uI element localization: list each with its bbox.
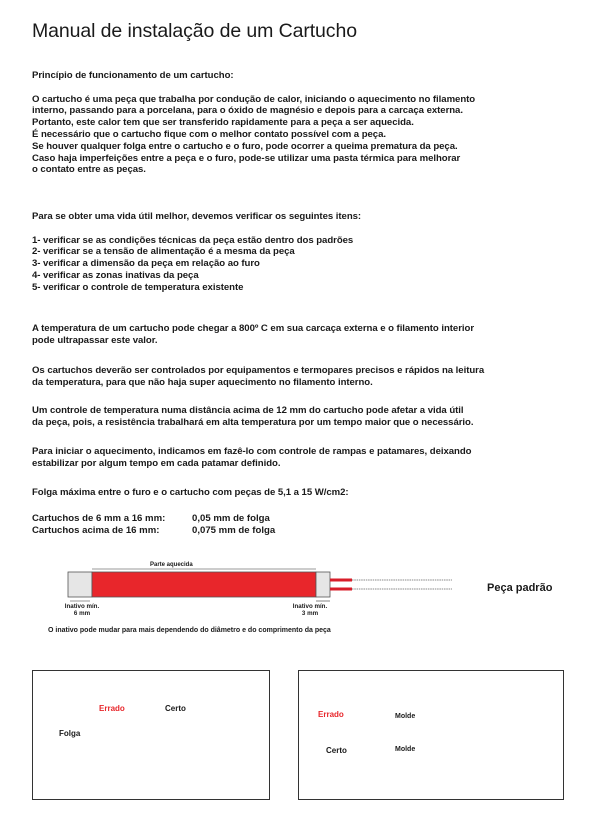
- folga-value: 0,075 mm de folga: [192, 525, 276, 536]
- list-item: 3- verificar a dimensão da peça em relação ao furo: [32, 258, 260, 270]
- text-line: estabilizar por algum tempo em cada patamar definido.: [32, 457, 281, 469]
- mold-label: Molde: [395, 746, 416, 753]
- inactive-zone-right: [316, 572, 330, 597]
- inactive-zone-left: [68, 572, 92, 597]
- wrong-label: Errado: [318, 710, 344, 719]
- folga-value: 0,05 mm de folga: [192, 513, 270, 524]
- page-title: Manual de instalação de um Cartucho: [32, 20, 357, 42]
- inactive-value: 3 mm: [301, 610, 319, 617]
- inactive-label: Inativo mín.: [292, 603, 328, 610]
- inactive-value: 6 mm: [73, 610, 91, 617]
- heated-label: Parte aquecida: [150, 562, 193, 568]
- text-line: pode ultrapassar este valor.: [32, 334, 158, 346]
- list-item: 2- verificar se a tensão de alimentação é a mesma da peça: [32, 246, 295, 258]
- list-item: 5- verificar o controle de temperatura existente: [32, 281, 244, 293]
- text-line: A temperatura de um cartucho pode chegar a 800º C em sua carcaça externa e o filamento interior: [32, 323, 475, 334]
- list-item: 1- verificar se as condições técnicas da peça estão dentro dos padrões: [32, 234, 354, 246]
- text-line: o contato entre as peças.: [32, 164, 146, 176]
- text-line: interno, passando para a porcelana, para o óxido de magnésio e depois para a carcaça externa.: [32, 105, 463, 117]
- inactive-label: Inativo mín.: [64, 603, 100, 610]
- section-heading: Princípio de funcionamento de um cartucho:: [32, 70, 234, 81]
- text-line: Se houver qualquer folga entre o cartucho e o furo, pode ocorrer a queima prematura da peça.: [32, 140, 458, 152]
- text-line: Portanto, este calor tem que ser transferido rapidamente para a peça a ser aquecida.: [32, 117, 414, 129]
- standard-part-label: Peça padrão: [487, 582, 553, 594]
- right-label: Certo: [326, 746, 347, 755]
- text-line: Caso haja imperfeições entre a peça e o furo, pode-se utilizar uma pasta térmica para melhorar: [32, 152, 461, 164]
- mold-fit-box: [298, 670, 564, 800]
- right-label: Certo: [165, 704, 186, 713]
- heated-zone: [92, 572, 316, 597]
- gap-label: Folga: [59, 729, 81, 738]
- section-heading: Para se obter uma vida útil melhor, devemos verificar os seguintes itens:: [32, 211, 362, 222]
- inactive-note: O inativo pode mudar para mais dependendo do diâmetro e do comprimento da peça: [48, 627, 331, 634]
- text-line: Para iniciar o aquecimento, indicamos em fazê-lo com controle de rampas e patamares, deixando: [32, 446, 472, 457]
- text-line: Um controle de temperatura numa distância acima de 12 mm do cartucho pode afetar a vida útil: [32, 405, 464, 416]
- text-line: da peça, pois, a resistência trabalhará em alta temperatura por um tempo maior que o necessário.: [32, 416, 474, 428]
- text-line: Os cartuchos deverão ser controlados por equipamentos e termopares precisos e rápidos na leitura: [32, 365, 485, 376]
- text-line: da temperatura, para que não haja super aquecimento no filamento interno.: [32, 376, 373, 388]
- inactive-label-left: [62, 603, 102, 617]
- folga-label: Cartuchos de 6 mm a 16 mm:: [32, 513, 166, 524]
- wrong-label: Errado: [99, 704, 125, 713]
- folga-label: Cartuchos acima de 16 mm:: [32, 525, 160, 536]
- list-item: 4- verificar as zonas inativas da peça: [32, 269, 199, 281]
- inactive-label-right: [280, 603, 340, 617]
- text-line: O cartucho é uma peça que trabalha por condução de calor, iniciando o aquecimento no filamento: [32, 93, 476, 105]
- mold-label: Molde: [395, 713, 416, 720]
- hole-fit-box: [32, 670, 270, 800]
- text-line: É necessário que o cartucho fique com o melhor contato possível com a peça.: [32, 128, 386, 140]
- section-heading: Folga máxima entre o furo e o cartucho com peças de 5,1 a 15 W/cm2:: [32, 487, 349, 498]
